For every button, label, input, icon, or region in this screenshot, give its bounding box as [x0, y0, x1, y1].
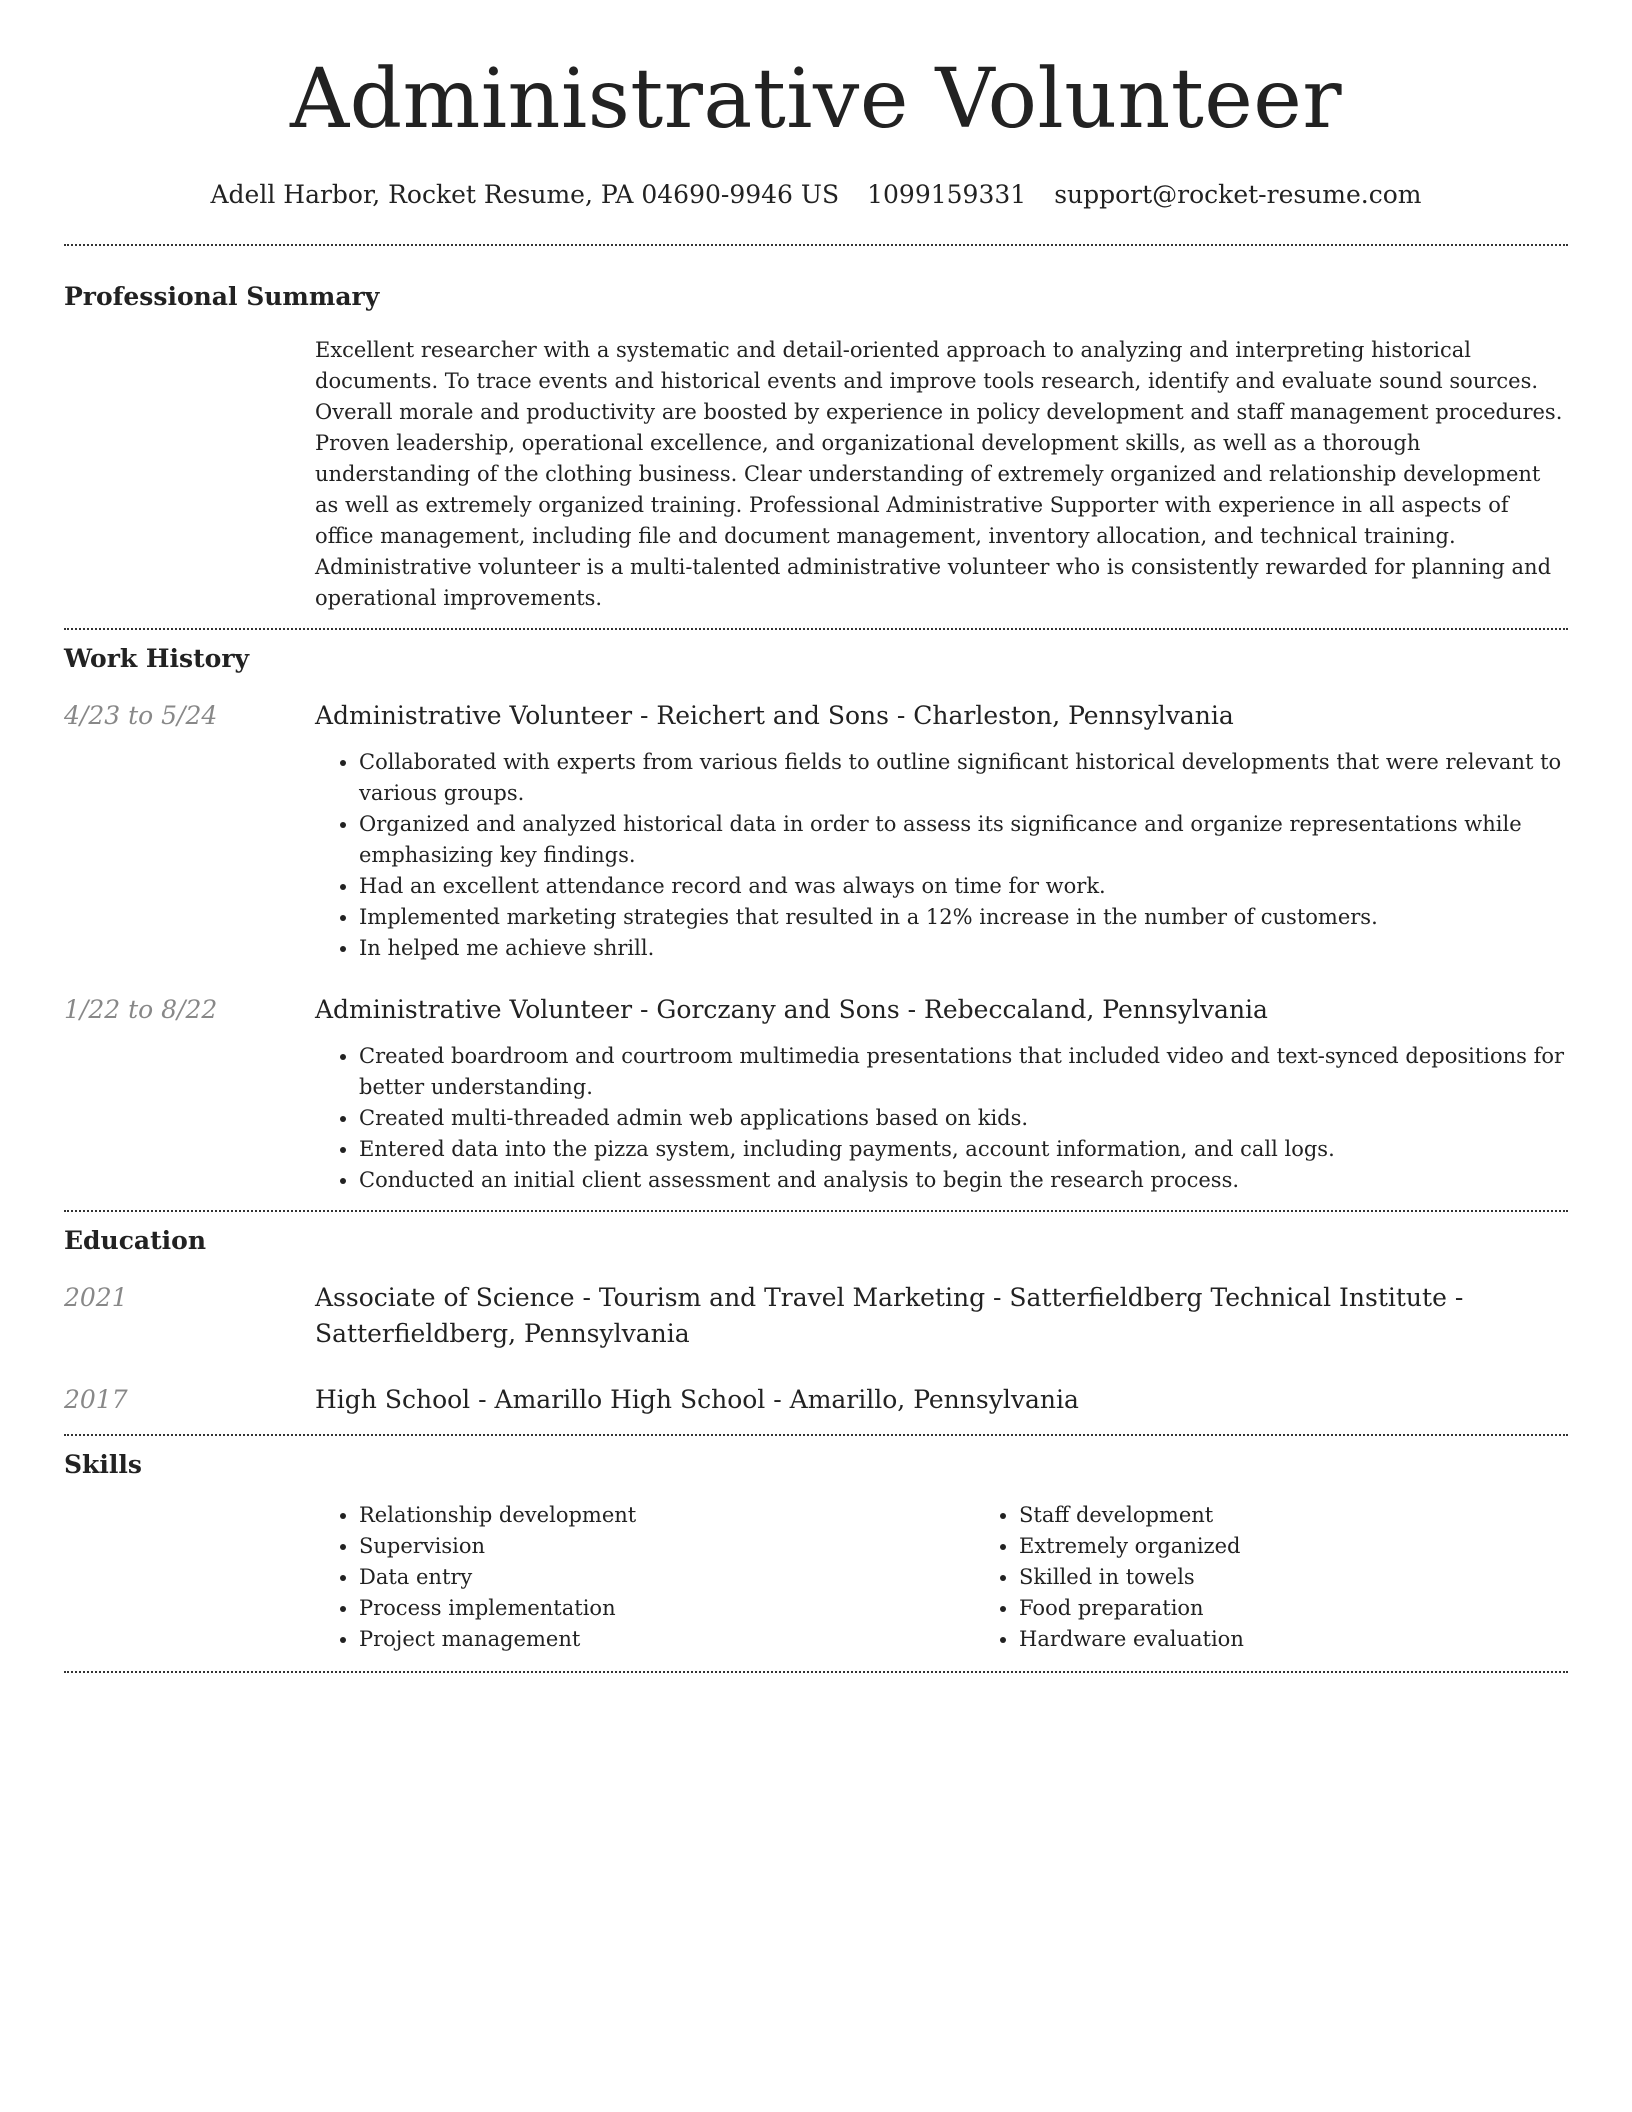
skills-heading: Skills: [64, 1450, 142, 1479]
summary-section: [64, 280, 1568, 614]
job-entry: [64, 992, 1568, 1196]
list-item: • Extremely organized: [1019, 1531, 1632, 1562]
resume-page: [64, 0, 1568, 1673]
education-year: 2017: [64, 1385, 128, 1414]
list-item: • Project management: [359, 1624, 975, 1655]
education-year: 2021: [64, 1283, 128, 1312]
job-bullets: [315, 747, 1568, 964]
contact-email: support@rocket-resume.com: [1054, 180, 1422, 209]
skills-section: [64, 1448, 1568, 1655]
contact-line: [64, 178, 1568, 212]
list-item: • In helped me achieve shrill.: [359, 933, 1568, 964]
job-heading: [315, 698, 1568, 734]
contact-phone: 1099159331: [867, 180, 1027, 209]
job-role: Administrative Volunteer: [315, 995, 633, 1024]
skills-list-right: [975, 1500, 1632, 1655]
section-divider: [64, 1434, 1568, 1436]
list-item: • Implemented marketing strategies that resulted in a 12% increase in the number of customers.: [359, 902, 1568, 933]
list-item: • Relationship development: [359, 1500, 975, 1531]
work-history-heading: Work History: [64, 644, 250, 673]
education-details: - Satterfieldberg Technical Institute - Satterfieldberg, Pennsylvania: [315, 1283, 1464, 1348]
education-entry: [64, 1280, 1568, 1352]
job-heading: [315, 992, 1568, 1028]
list-item: • Food preparation: [1019, 1593, 1632, 1624]
job-dates: 4/23 to 5/24: [64, 701, 218, 730]
education-heading: Education: [64, 1226, 207, 1255]
section-divider: [64, 244, 1568, 246]
section-divider: [64, 1210, 1568, 1212]
job-details: - Gorczany and Sons - Rebeccaland, Pennsylvania: [632, 995, 1268, 1024]
list-item: • Created multi-threaded admin web applications based on kids.: [359, 1103, 1568, 1134]
summary-text: Excellent researcher with a systematic and detail-oriented approach to analyzing and interpreting historical documents. To trace events and historical events and improve tools research, identify and evaluate sound sources. Overall morale and productivity are boosted by experience in policy development and staff management procedures. Proven leadership, operational excellence, and organizational development skills, as well as a thorough understanding of the clothing business. Clear understanding of extremely organized and relationship development as well as extremely organized training. Professional Administrative Supporter with experience in all aspects of office management, including file and document management, inventory allocation, and technical training. Administrative volunteer is a multi-talented administrative volunteer who is consistently rewarded for planning and operational improvements.: [315, 338, 1563, 610]
education-degree: High School: [315, 1385, 471, 1414]
education-heading-line: [315, 1382, 1568, 1418]
list-item: • Skilled in towels: [1019, 1562, 1632, 1593]
job-bullets: [315, 1041, 1568, 1196]
education-heading-line: [315, 1280, 1568, 1352]
education-details: - Amarillo High School - Amarillo, Pennsylvania: [470, 1385, 1079, 1414]
list-item: • Supervision: [359, 1531, 975, 1562]
skills-list-left: [315, 1500, 975, 1655]
list-item: • Data entry: [359, 1562, 975, 1593]
list-item: • Entered data into the pizza system, including payments, account information, and call logs.: [359, 1134, 1568, 1165]
job-details: - Reichert and Sons - Charleston, Pennsylvania: [632, 701, 1234, 730]
list-item: • Organized and analyzed historical data in order to assess its significance and organize representations while emphasizing key findings.: [359, 809, 1568, 871]
list-item: • Had an excellent attendance record and was always on time for work.: [359, 871, 1568, 902]
job-role: Administrative Volunteer: [315, 701, 633, 730]
work-history-section: [64, 642, 1568, 1196]
list-item: • Hardware evaluation: [1019, 1624, 1632, 1655]
job-entry: [64, 698, 1568, 964]
list-item: • Collaborated with experts from various fields to outline significant historical developments that were relevant to various groups.: [359, 747, 1568, 809]
education-degree: Associate of Science - Tourism and Travel Marketing: [315, 1283, 986, 1312]
summary-heading: Professional Summary: [64, 282, 380, 311]
education-entry: [64, 1382, 1568, 1418]
section-divider: [64, 628, 1568, 630]
list-item: • Conducted an initial client assessment and analysis to begin the research process.: [359, 1165, 1568, 1196]
contact-address: Adell Harbor, Rocket Resume, PA 04690-9946 US: [210, 180, 840, 209]
candidate-name: Administrative Volunteer: [289, 52, 1343, 147]
list-item: • Staff development: [1019, 1500, 1632, 1531]
education-section: [64, 1224, 1568, 1418]
list-item: • Process implementation: [359, 1593, 975, 1624]
section-divider: [64, 1671, 1568, 1673]
job-dates: 1/22 to 8/22: [64, 995, 218, 1024]
list-item: • Created boardroom and courtroom multimedia presentations that included video and text-synced depositions for better understanding.: [359, 1041, 1568, 1103]
